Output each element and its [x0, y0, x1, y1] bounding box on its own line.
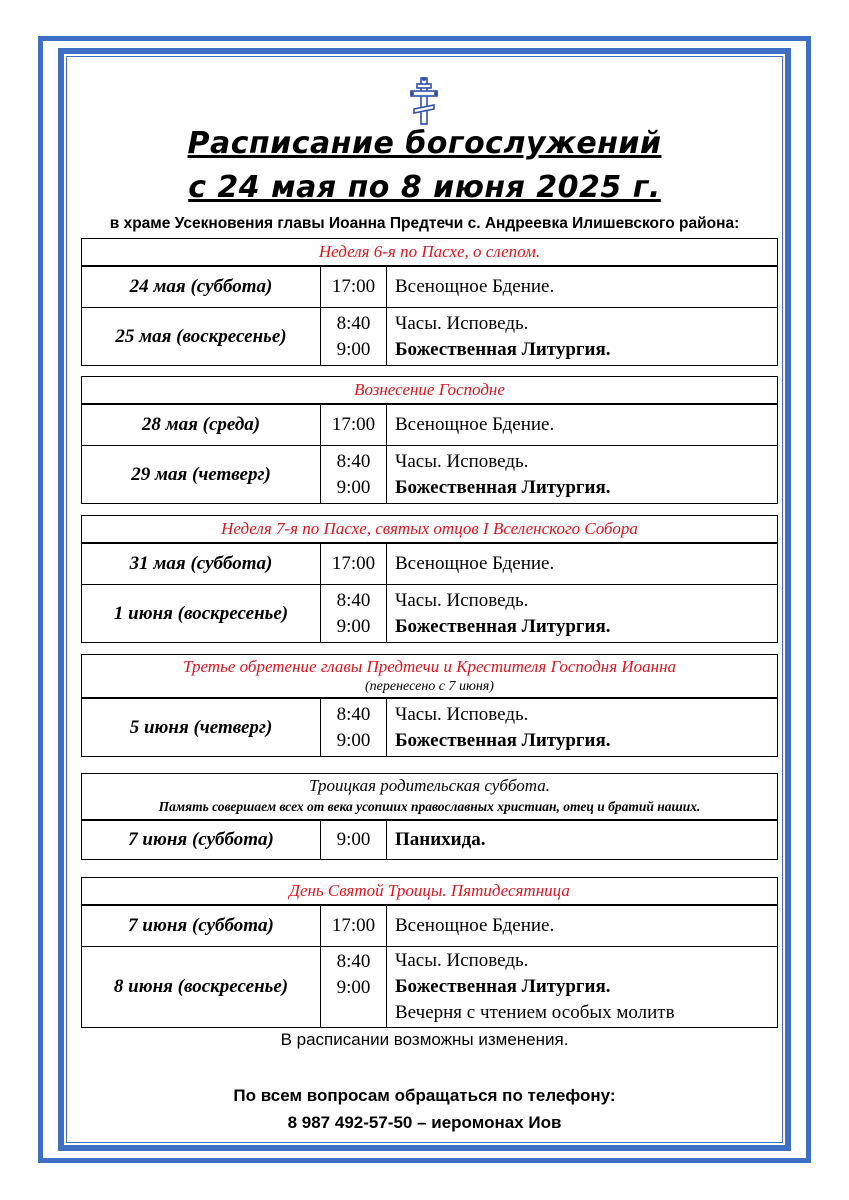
row-service: Всенощное Бдение. [395, 915, 555, 936]
row-service: Божественная Литургия. [395, 976, 611, 997]
contact-label: По всем вопросам обращаться по телефону: [233, 1086, 616, 1105]
schedule-row [82, 543, 777, 584]
block-heading-title: Троицкая родительская суббота. [309, 776, 550, 795]
row-time: 8:40 [336, 589, 371, 611]
schedule-row [82, 946, 777, 1027]
row-service: Вечерня с чтением особых молитв [395, 1002, 675, 1023]
block-heading [82, 774, 777, 820]
row-service: Божественная Литургия. [395, 615, 611, 637]
schedule-row [82, 307, 777, 365]
row-service: Божественная Литургия. [395, 729, 611, 751]
schedule-block [81, 376, 778, 504]
church-subtitle: в храме Усекновения главы Иоанна Предтечи с. Андреевка Илишевского района: [109, 215, 740, 232]
row-time: 9:00 [336, 729, 371, 751]
row-date: 7 июня (суббота) [82, 821, 321, 859]
page-title-line2: с 24 мая по 8 июня 2025 г. [188, 170, 661, 205]
row-date: 5 июня (четверг) [82, 699, 321, 756]
row-time: 8:40 [336, 951, 371, 972]
row-service: Часы. Исповедь. [395, 950, 529, 971]
row-date: 31 мая (суббота) [82, 544, 321, 584]
block-heading: День Святой Троицы. Пятидесятница [82, 878, 777, 905]
row-time: 17:00 [331, 553, 376, 574]
block-heading [82, 655, 777, 698]
block-heading-title: Третье обретение главы Предтечи и Крестителя Господня Иоанна [182, 657, 677, 676]
row-service: Всенощное Бдение. [395, 276, 555, 297]
schedule-block [81, 515, 778, 643]
schedule-block [81, 877, 778, 1028]
row-date: 28 мая (среда) [82, 405, 321, 445]
row-time: 9:00 [336, 476, 371, 498]
schedule-block [81, 773, 778, 860]
block-heading: Вознесение Господне [82, 377, 777, 404]
schedule-block [81, 654, 778, 757]
page-title-line1: Расписание богослужений [187, 126, 662, 161]
orthodox-cross-icon [408, 76, 440, 126]
row-date: 8 июня (воскресенье) [82, 947, 321, 1027]
row-service: Часы. Исповедь. [395, 589, 529, 611]
block-heading-sub: (перенесено с 7 июня) [365, 679, 494, 694]
row-service: Всенощное Бдение. [395, 414, 555, 435]
row-service: Всенощное Бдение. [395, 553, 555, 574]
schedule-row [82, 820, 777, 859]
schedule-row [82, 404, 777, 445]
row-service: Часы. Исповедь. [395, 703, 529, 725]
row-date: 24 мая (суббота) [82, 267, 321, 307]
row-time: 8:40 [336, 703, 371, 725]
schedule-row [82, 266, 777, 307]
row-time: 17:00 [331, 276, 376, 297]
row-time: 9:00 [336, 615, 371, 637]
row-service: Часы. Исповедь. [395, 312, 529, 334]
schedule-change-note: В расписании возможны изменения. [280, 1030, 569, 1049]
row-service: Часы. Исповедь. [395, 450, 529, 472]
row-time: 8:40 [336, 450, 371, 472]
row-date: 7 июня (суббота) [82, 906, 321, 946]
schedule-row [82, 905, 777, 946]
row-time: 8:40 [336, 312, 371, 334]
row-time: 9:00 [336, 829, 371, 850]
block-heading: Неделя 7-я по Пасхе, святых отцов I Вселенского Собора [82, 516, 777, 543]
schedule-row [82, 698, 777, 756]
row-service: Божественная Литургия. [395, 338, 611, 360]
row-time: 17:00 [331, 915, 376, 936]
row-service: Панихида. [395, 829, 486, 850]
block-heading-note: Память совершаем всех от века усопших православных христиан, отец и братий наших. [158, 799, 701, 814]
row-time: 9:00 [336, 338, 371, 360]
row-service: Божественная Литургия. [395, 476, 611, 498]
schedule-row [82, 445, 777, 503]
contact-phone: 8 987 492-57-50 – иеромонах Иов [287, 1113, 562, 1132]
row-date: 1 июня (воскресенье) [82, 585, 321, 642]
row-date: 29 мая (четверг) [82, 446, 321, 503]
row-time: 9:00 [336, 977, 371, 998]
block-heading: Неделя 6-я по Пасхе, о слепом. [82, 239, 777, 266]
schedule-block [81, 238, 778, 366]
schedule-row [82, 584, 777, 642]
row-time: 17:00 [331, 414, 376, 435]
row-date: 25 мая (воскресенье) [82, 308, 321, 365]
